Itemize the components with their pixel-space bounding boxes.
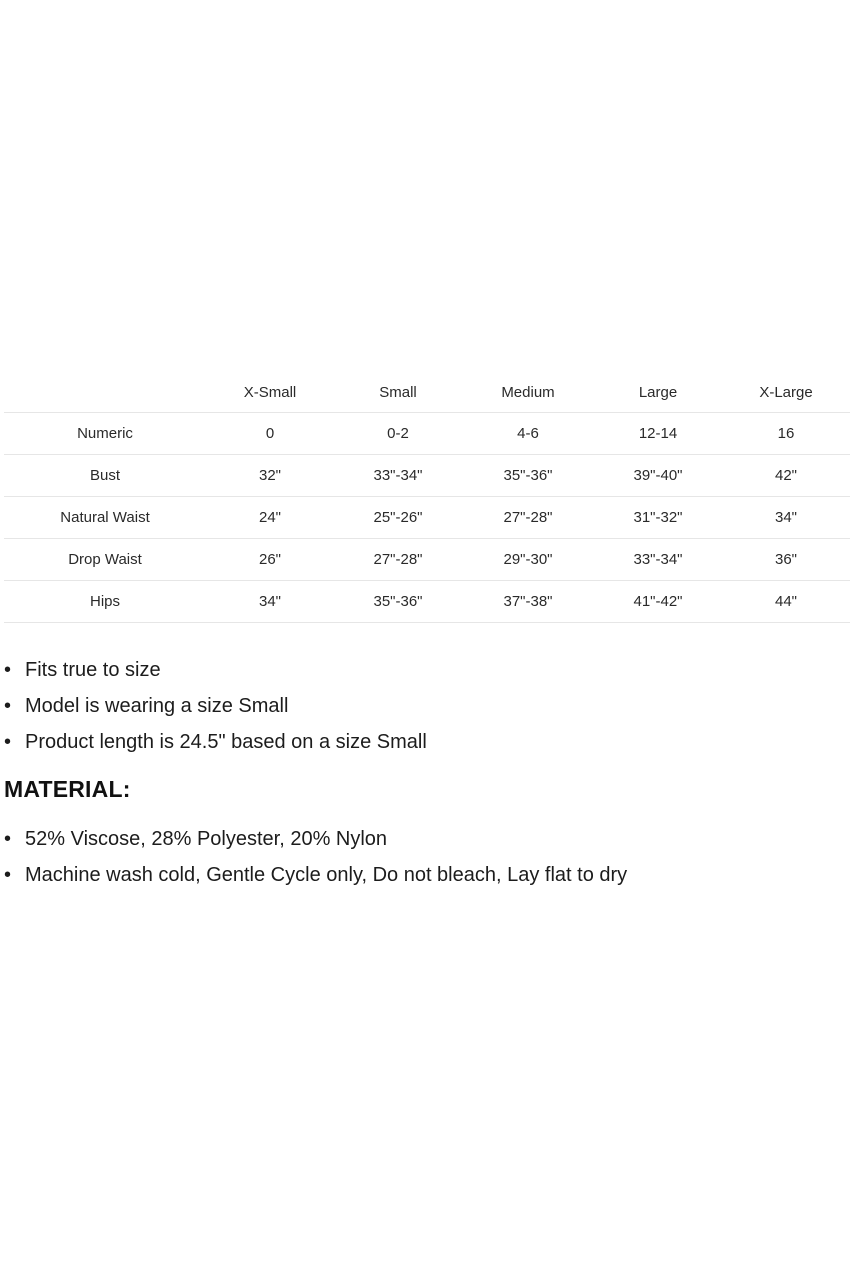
size-chart-header-row	[4, 372, 850, 413]
list-item	[4, 658, 427, 694]
table-cell: 26"	[206, 539, 334, 581]
table-cell: 36"	[722, 539, 850, 581]
table-cell: 16	[722, 413, 850, 455]
list-item	[4, 730, 427, 766]
header-cell-empty	[4, 372, 206, 413]
list-item-text: Machine wash cold, Gentle Cycle only, Do not bleach, Lay flat to dry	[25, 864, 628, 886]
header-cell-x-large: X-Large	[722, 372, 850, 413]
table-row	[4, 413, 850, 455]
list-item	[4, 827, 627, 863]
table-cell: 41"-42"	[594, 581, 722, 623]
table-cell: 37"-38"	[462, 581, 594, 623]
row-label: Bust	[4, 455, 206, 497]
table-cell: 12-14	[594, 413, 722, 455]
table-cell: 31"-32"	[594, 497, 722, 539]
table-cell: 42"	[722, 455, 850, 497]
list-item	[4, 863, 627, 899]
table-row	[4, 539, 850, 581]
table-cell: 44"	[722, 581, 850, 623]
table-cell: 27"-28"	[462, 497, 594, 539]
list-item-text: Model is wearing a size Small	[25, 695, 289, 717]
fit-notes-list	[4, 658, 427, 766]
table-cell: 0-2	[334, 413, 462, 455]
bullet-icon: •	[4, 864, 12, 886]
bullet-icon: •	[4, 828, 12, 850]
list-item	[4, 694, 427, 730]
header-cell-large: Large	[594, 372, 722, 413]
list-item-text: Product length is 24.5" based on a size Small	[25, 731, 427, 753]
material-list	[4, 827, 627, 899]
table-cell: 29"-30"	[462, 539, 594, 581]
list-item-text: Fits true to size	[25, 659, 161, 681]
row-label: Natural Waist	[4, 497, 206, 539]
size-chart-table	[4, 372, 850, 623]
table-cell: 27"-28"	[334, 539, 462, 581]
table-row	[4, 455, 850, 497]
header-cell-small: Small	[334, 372, 462, 413]
row-label: Drop Waist	[4, 539, 206, 581]
bullet-icon: •	[4, 659, 12, 681]
table-cell: 25"-26"	[334, 497, 462, 539]
table-cell: 4-6	[462, 413, 594, 455]
table-cell: 35"-36"	[334, 581, 462, 623]
header-cell-x-small: X-Small	[206, 372, 334, 413]
table-cell: 33"-34"	[334, 455, 462, 497]
list-item-text: 52% Viscose, 28% Polyester, 20% Nylon	[25, 828, 388, 850]
table-cell: 32"	[206, 455, 334, 497]
bullet-icon: •	[4, 695, 12, 717]
table-cell: 33"-34"	[594, 539, 722, 581]
bullet-icon: •	[4, 731, 12, 753]
table-cell: 0	[206, 413, 334, 455]
material-heading: MATERIAL:	[4, 776, 131, 802]
header-cell-medium: Medium	[462, 372, 594, 413]
table-row	[4, 581, 850, 623]
table-cell: 24"	[206, 497, 334, 539]
table-row	[4, 497, 850, 539]
table-cell: 35"-36"	[462, 455, 594, 497]
table-cell: 39"-40"	[594, 455, 722, 497]
table-cell: 34"	[722, 497, 850, 539]
table-cell: 34"	[206, 581, 334, 623]
row-label: Numeric	[4, 413, 206, 455]
row-label: Hips	[4, 581, 206, 623]
